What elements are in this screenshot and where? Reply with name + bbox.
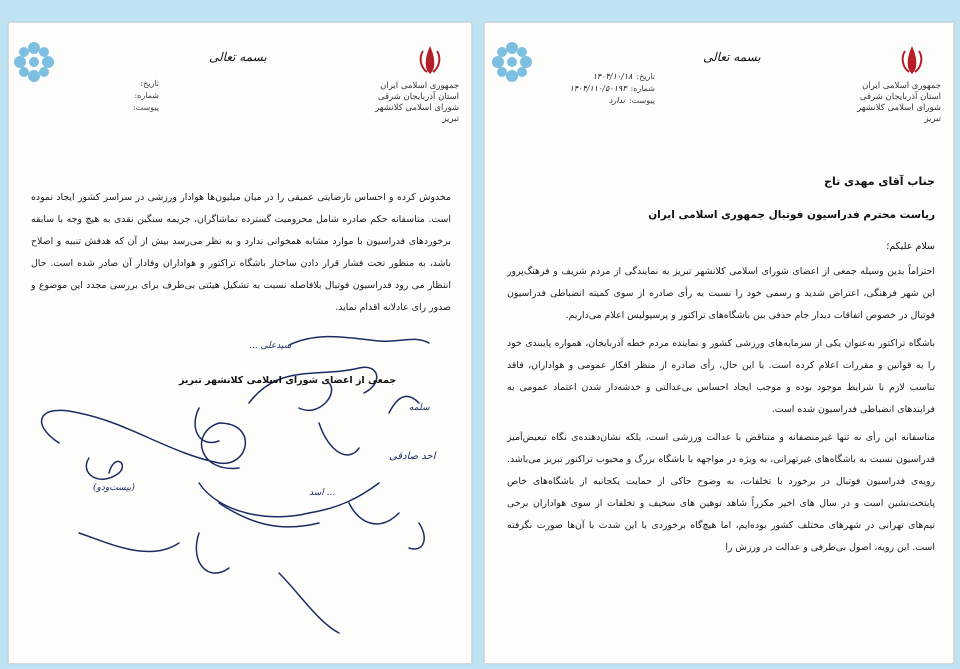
handwritten-name: سلمه (409, 403, 430, 413)
header-line: جمهوری اسلامی ایران (862, 81, 941, 91)
letter-header (359, 81, 459, 125)
letter-meta (555, 71, 655, 107)
letter-header (841, 81, 941, 125)
number-value: ۱۴۰۴/۱۱۰/۵۰۱۹۳ (569, 84, 627, 93)
handwritten-name: احد صادقی (389, 451, 436, 462)
greeting: سلام علیکم؛ (886, 241, 935, 252)
header-line: جمهوری اسلامی ایران (380, 81, 459, 91)
basmala-heading: بسمه تعالی (209, 50, 267, 64)
number-label: شماره: (630, 84, 655, 93)
letter-body (507, 261, 935, 559)
date-label: تاریخ: (636, 72, 655, 81)
flower-logo-icon (11, 39, 57, 85)
attachment-label: پیوست: (132, 103, 159, 112)
header-line: شورای اسلامی کلانشهر تبریز (375, 103, 459, 124)
basmala-heading: بسمه تعالی (703, 50, 761, 64)
letter-page-1 (484, 22, 954, 664)
handwritten-name: سیدعلی ... (249, 341, 292, 351)
header-line: استان آذربایجان شرقی (377, 92, 459, 102)
body-paragraph: باشگاه تراکتور به‌عنوان یکی از سرمایه‌های ورزشی کشور و نماینده مردم خطه آذربایجان، همواره پایبندی خود را به قوانین و مقررات اعلام کرده است. با این حال، رأی صادره از منظر افکار عمومی و هواداران، فاقد تناسب لازم با شرایط موجود بوده و موجب ایجاد احساس بی‌عدالتی و خدشه‌دار شدن اعتماد عمومی به فرایندهای انضباطی فدراسیون شده است. (507, 338, 935, 415)
header-line: استان آذربایجان شرقی (859, 92, 941, 102)
letter-page-2 (8, 22, 472, 664)
body-paragraph: متاسفانه این رأی نه تنها غیرمنصفانه و متناقض با عدالت ورزشی است، بلکه نشان‌دهنده‌ی نگاه تبعیض‌آمیز فدراسیون نسبت به باشگاه‌های غیرتهرانی، به ویژه در مواجهه با باشگاه بزرگ و محبوب تراکتور تبریز می‌باشد. رویه‌ی فدراسیون فوتبال در برخورد با تخلفات، به وضوح حاکی از حمایت یکجانبه از باشگاه‌های خاص پایتخت‌نشین است و در سال های اخیر مکرراً شاهد توهین های سخیف و تخلفات از سوی هواداران برخی تیم‌های تهرانی در شهرهای مختلف کشور بوده‌ایم، اما هیچ‌گاه برخوردی با این شدت با آن‌ها صورت نگرفته است. این رویه، اصول بی‌طرفی و عدالت در ورزش را (507, 432, 935, 553)
body-paragraph: احتراماً بدین وسیله جمعی از اعضای شورای اسلامی کلانشهر تبریز به نمایندگی از مردم شریف و فرهنگ‌پرور این شهر فرهنگی، اعتراض شدید و رسمی خود را نسبت به رأی صادره از سوی کمیته انضباطی فدراسیون فوتبال در خصوص اتفاقات دیدار جام حذفی بین باشگاه‌های تراکتور و پرسپولیس اعلام می‌داریم. (507, 266, 935, 321)
signatory-caption: جمعی از اعضای شورای اسلامی کلانشهر تبریز (179, 375, 397, 386)
body-paragraph: مخدوش کرده و احساس نارضایتی عمیقی را در میان میلیون‌ها هوادار ورزشی در سراسر کشور ایجاد نموده است. متاسفانه حکم صادره شامل محرومیت گسترده تماشاگران، جریمه سنگین نقدی به هیچ وجه با سابقه برخوردهای فدراسیون با موارد مشابه همخوانی ندارد و به نظر می‌رسد بیش از آن که هدفش تنبیه و اصلاح باشد، به منظور تحت فشار قرار دادن ساختار باشگاه تراکتور و هواداران وفادار آن صادر شده است. حال انتظار می رود فدراسیون فوتبال بلافاصله نسبت به تشکیل هیئتی بی‌طرف برای بررسی مجدد این موضوع و صدور رای عادلانه اقدام نماید. (31, 192, 451, 313)
date-label: تاریخ: (140, 79, 159, 88)
handwritten-name: اسد ... (309, 488, 336, 498)
letter-meta (99, 78, 159, 114)
letter-body (31, 187, 451, 319)
number-label: شماره: (134, 91, 159, 100)
flower-logo-icon (489, 39, 535, 85)
recipient-name: جناب آقای مهدی تاج (824, 175, 935, 188)
recipient-title: ریاست محترم فدراسیون فوتبال جمهوری اسلامی ایران (648, 209, 935, 221)
handwritten-name: (بیست‌ودو) (93, 483, 135, 493)
header-line: شورای اسلامی کلانشهر تبریز (857, 103, 941, 124)
signatures-area (19, 323, 459, 653)
iran-emblem-icon (415, 43, 445, 77)
iran-emblem-icon (897, 43, 927, 77)
attachment-value: ندارد (608, 96, 625, 105)
date-value: ۱۴۰۴/۱۰/۱۸ (592, 72, 633, 81)
attachment-label: پیوست: (628, 96, 655, 105)
